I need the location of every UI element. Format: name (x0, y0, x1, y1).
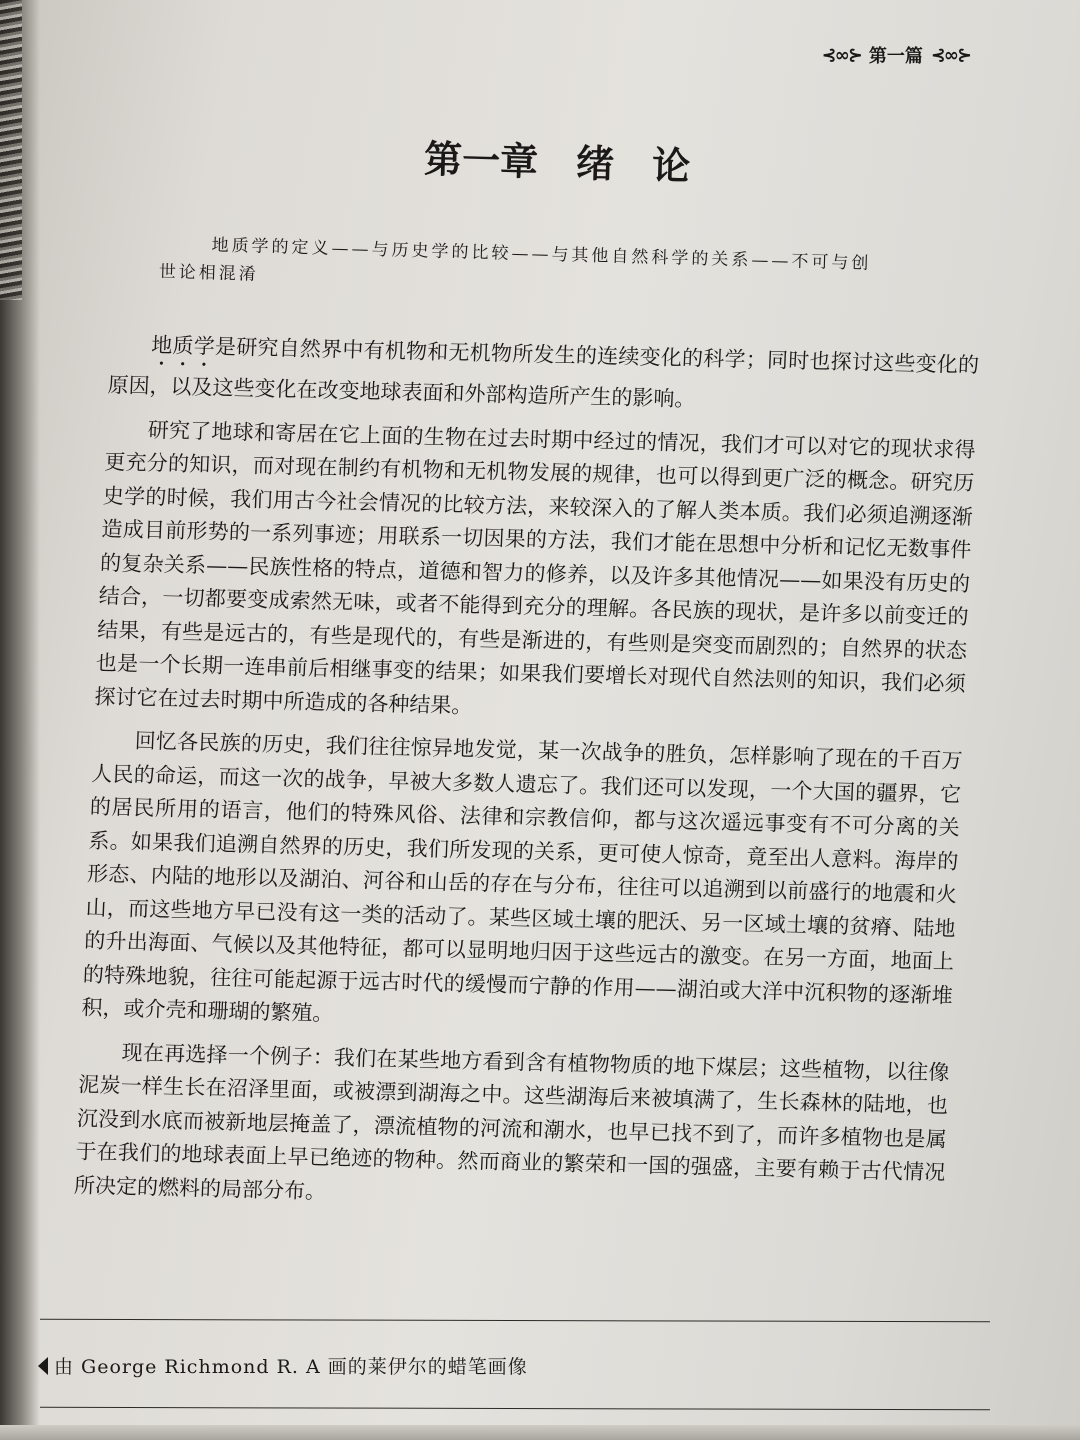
summary-line-2: 世论相混淆 (158, 261, 260, 285)
caption-text: 由 George Richmond R. A 画的莱伊尔的蜡笔画像 (54, 1356, 528, 1378)
chapter-summary (158, 230, 999, 309)
chapter-title-char-2: 论 (651, 142, 691, 189)
caption-rule-top (40, 1319, 990, 1322)
facing-page-portrait-edge (0, 0, 22, 300)
chapter-title-char-1: 绪 (575, 140, 615, 187)
page-bottom-edge (0, 1425, 1080, 1440)
caption-rule-bottom (40, 1407, 990, 1410)
running-head-label: 第一篇 (868, 46, 923, 67)
left-flourish-icon: ⊰∞⊱ (821, 44, 861, 66)
right-flourish-icon: ⊰∞⊱ (930, 44, 970, 66)
figure-caption (38, 1352, 528, 1379)
body-paragraph-1 (107, 328, 980, 424)
body-paragraph-3: 回忆各民族的历史，我们往往惊异地发觉，某一次战争的胜负，怎样影响了现在的千百万人民的命运，而这一次的战争，早被大多数人遗忘了。我们还可以发现，一个大国的疆界，它的居民所用的语言，他们的特殊风俗、法律和宗教信仰，都与这次遥远事变有不可分离的关系。如果我们追溯自然界的历史，我们所发现的关系，更可使人惊奇，竟至出人意料。海岸的形态、内陆的地形以及湖泊、河谷和山岳的存在与分布，往往可以追溯到以前盛行的地震和火山，而这些地方早已没有这一类的活动了。某些区域土壤的肥沃、另一区域土壤的贫瘠、陆地的升出海面、气候以及其他特征，都可以显明地归因于这些远古的激变。在另一方面，地面上的特殊地貌，往往可能起源于远古时代的缓慢而宁静的作用——湖泊或大洋中沉积物的逐渐堆积，或介壳和珊瑚的繁殖。 (81, 728, 963, 1026)
chapter-title (423, 128, 724, 191)
summary-line-1: 地质学的定义——与历史学的比较——与其他自然科学的关系——不可与创 (211, 235, 872, 274)
body-paragraph-4: 现在再选择一个例子：我们在某些地方看到含有植物物质的地下煤层；这些植物，以往像泥炭一样生长在沼泽里面，或被漂到湖海之中。这些湖海后来被填满了，生长森林的陆地，也沉没到水底而被新地层掩盖了，漂流植物的河流和潮水，也早已找不到了，而许多植物也是属于在我们的地球表面上早已绝迹的物种。然而商业的繁荣和一国的强盛，主要有赖于古代情况所决定的燃料的局部分布。 (73, 1040, 950, 1204)
left-arrow-icon (38, 1357, 48, 1375)
running-head (822, 42, 970, 68)
paragraph-1-text: 是研究自然界中有机物和无机物所发生的连续变化的科学；同时也探讨这些变化的原因，以及这些变化在改变地球表面和外部构造所产生的影响。 (107, 334, 980, 412)
emphasized-term: 地质学 (150, 333, 216, 359)
chapter-number: 第一章 (423, 135, 539, 185)
chapter-body (73, 328, 979, 1224)
body-paragraph-2: 研究了地球和寄居在它上面的生物在过去时期中经过的情况，我们才可以对它的现状求得更充分的知识，而对现在制约有机物和无机物发展的规律，也可以得到更广泛的概念。研究历史学的时候，我们用古今社会情况的比较方法，来较深入的了解人类本质。我们必须追溯逐渐造成目前形势的一系列事迹；用联系一切因果的方法，我们才能在思想中分析和记忆无数事件的复杂关系——民族性格的特点，道德和智力的修养，以及许多其他情况——如果没有历史的结合，一切都要变成索然无味，或者不能得到充分的理解。各民族的现状，是许多以前变迁的结果，有些是远古的，有些是现代的，有些是渐进的，有些则是突变而剧烈的；自然界的状态也是一个长期一连串前后相继事变的结果；如果我们要增长对现代自然法则的知识，我们必须探讨它在过去时期中所造成的各种结果。 (94, 417, 977, 718)
